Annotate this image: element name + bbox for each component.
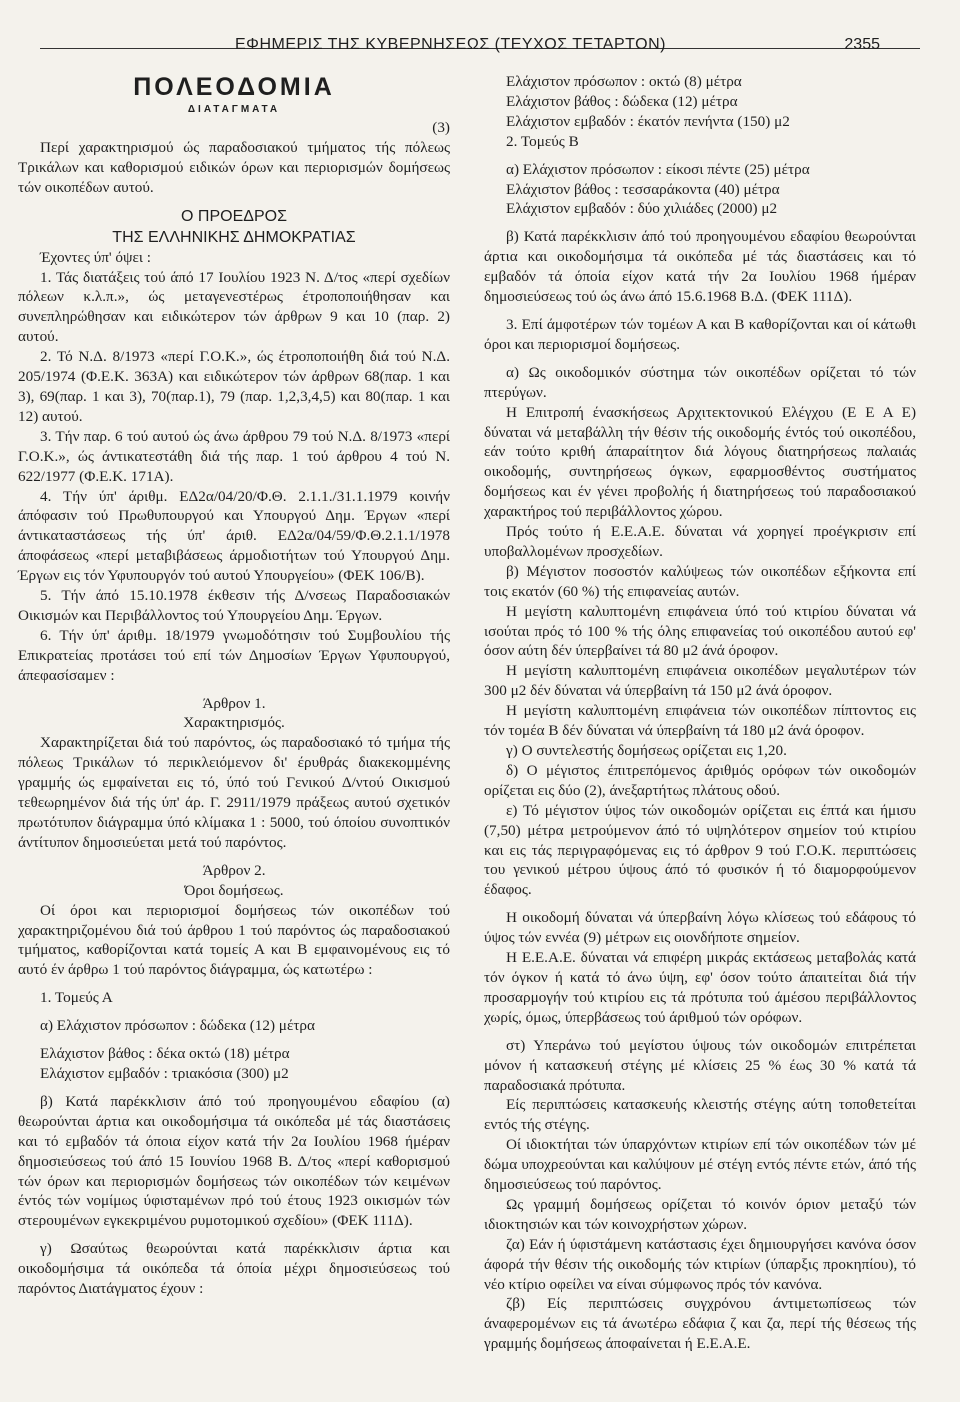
section-subtitle: ΔΙΑΤΑΓΜΑΤΑ xyxy=(187,104,281,115)
decree-number: (3) xyxy=(432,119,450,136)
page-header xyxy=(40,8,920,53)
article-subheading: Όροι δομήσεως. xyxy=(184,881,284,899)
clause-text: ζα) Εάν ή ύφιστάμενη κατάστασις έχει δημιουργήσει κανόνα όσον άφορά τήν θέσιν τής οικοδομής τών κτιρίων (ύπαρξις προκηπίου), τό νέο κτίριο οφείλει να είναι σύμφωνος πρός τόν κανόνα. xyxy=(484,1235,916,1293)
having-regard: Έχοντες ύπ' όψει : xyxy=(40,248,151,266)
article-heading: Άρθρον 1. xyxy=(202,694,266,712)
clause-text: 3. Επί άμφοτέρων τών τομέων Α και Β καθορίζονται και οί κάτωθι όροι και περιορισμοί δομήσεως. xyxy=(484,315,916,353)
recital-item: 1. Τάς διατάξεις τού άπό 17 Ιουλίου 1923 Ν. Δ/τος «περί σχεδίων πόλεων κ.λ.π.», ώς μεταγενεστέρως έτροποποιήθησαν και συνεπληρώθησαν και ειδικώτερον τών άρθρων 9 και 10 (παρ. 2) αυτού. xyxy=(18,268,450,346)
clause-text: α) Ως οικοδομικόν σύστημα τών οικοπέδων ορίζεται τό τών πτερύγων. xyxy=(484,363,916,401)
article-text: Οί όροι και περιορισμοί δομήσεως τών οικοπέδων τού χαρακτηριζομένου διά τού άρθρου 1 τού παρόντος ώς παραδοσιακού τμήματος, καθορίζονται κατά τομείς Α και Β εμφαινομένους εις τό αυτό έν άρθρω 1 τού παρόντος διάγραμμα, ώς κατωτέρω : xyxy=(18,901,450,979)
clause-text: δ) Ο μέγιστος έπιτρεπόμενος άριθμός ορόφων τών οικοδομών ορίζεται εις δύο (2), άνεξαρτήτως πλάτους οδού. xyxy=(484,761,916,799)
clause-text: Είς περιπτώσεις κατασκευής κλειστής στέγης αύτη τοποθετείται εντός τής στέγης. xyxy=(484,1096,916,1134)
clause-text: Η οικοδομή δύναται νά ύπερβαίνη λόγω κλίσεως τού εδάφους τό ύψος τών εννέα (9) μέτρων εις οιονδήποτε σημείον. xyxy=(484,909,916,947)
gazette-title: ΕΦΗΜΕΡΙΣ ΤΗΣ ΚΥΒΕΡΝΗΣΕΩΣ (ΤΕΥΧΟΣ ΤΕΤΑΡΤΟΝ) xyxy=(235,36,666,53)
clause-text: Η μεγίστη καλυπτομένη επιφάνεια τών οικοπέδων πίπτοντος εις τόν τομέα Β δέν δύναται νά ύπερβαίνη τά 180 μ2 άνά όροφον. xyxy=(484,702,916,740)
president-heading: Ο ΠΡΟΕΔΡΟΣ xyxy=(181,207,287,225)
sector-heading: 1. Τομεύς Α xyxy=(40,989,113,1007)
left-column xyxy=(18,72,450,1299)
recital-item: 4. Τήν ύπ' άριθμ. ΕΔ2α/04/20/Φ.Θ. 2.1.1./31.1.1979 κοινήν άπόφασιν τού Πρωθυπουργού και Υπουργού Δημ. Έργων «περί άντικαταστάσεως τής ύπ' άριθ. ΕΔ2α/04/59/Φ.Θ.2.1.1/1978 άποφάσεως «περί μεταβιβάσεως άρμοδιοτήτων τού Υπουργού Δημ. Έργων εις τόν Υφυπουργόν τού αυτού Υπουργείου» (ΦΕΚ 106/Β). xyxy=(18,487,450,585)
requirement-line: Ελάχιστον βάθος : δέκα οκτώ (18) μέτρα xyxy=(40,1045,290,1063)
clause-text: Η μεγίστη καλυπτομένη επιφάνεια οικοπέδων μεγαλυτέρων τών 300 μ2 δέν δύναται νά ύπερβαίνη τά 150 μ2 άνά όροφον. xyxy=(484,662,916,700)
clause-text: Η Ε.Ε.Α.Ε. δύναται νά επιφέρη μικράς εκτάσεως μεταβολάς κατά τόν όγκον ή κατά τό άνω ύψη, εφ' όσον τούτο άπαιτείται διά τήν προσαρμογήν τού κτιρίου εις τά πρότυπα τού άμέσου περιβάλλοντος χωρίς, όμως, ύπερβάσεως τού άριθμού τών ορόφων. xyxy=(484,949,916,1026)
clause-text: Οί ιδιοκτήται τών ύπαρχόντων κτιρίων επί τών οικοπέδων τών μέ δώμα υποχρεούνται και καλύψουν μέ στέγη εντός πέντε ετών, άπό τής δημοσιεύσεως τού παρόντος. xyxy=(484,1136,916,1194)
requirement-line: α) Ελάχιστον πρόσωπον : δώδεκα (12) μέτρα xyxy=(40,1017,315,1035)
requirement-line: Ελάχιστον βάθος : τεσσαράκοντα (40) μέτρα xyxy=(506,180,780,198)
clause-text: β) Μέγιστον ποσοστόν καλύψεως τών οικοπέδων εξήκοντα επί τοις εκατόν (60 %) τής επιφανείας αυτών. xyxy=(484,562,916,600)
recital-item: 5. Τήν άπό 15.10.1978 έκθεσιν τής Δ/νσεως Παραδοσιακών Οικισμών και Περιβάλλοντος τού Υπουργείου Δημ. Έργων. xyxy=(18,587,450,624)
page-number: 2355 xyxy=(844,36,880,53)
clause-text: ε) Τό μέγιστον ύψος τών οικοδομών ορίζεται εις έπτά και ήμισυ (7,50) μέτρα μετρούμενον άπό τό υψηλότερον σημείον τού κτιρίου και εις τάς περιγραφόμενας εις τό άρθρον 9 τού Γ.Ο.Κ. περιπτώσεις του γενικού μέτρου ύψους άπό τό φυσικόν ή τό διαμορφούμενον έδαφος. xyxy=(484,801,916,899)
requirement-line: Ελάχιστον εμβαδόν : τριακόσια (300) μ2 xyxy=(40,1064,289,1082)
decree-subject: Περί χαρακτηρισμού ώς παραδοσιακού τμήματος τής πόλεως Τρικάλων και καθορισμού ειδικών όρων και περιορισμών δομήσεως τών οικοπέδων αυτού. xyxy=(18,138,450,196)
clause-text: β) Κατά παρέκκλισιν άπό τού προηγουμένου εδαφίου (α) θεωρούνται άρτια και οικοδομήσιμα τά οικόπεδα μέ τάς διαστάσεις και τό εμβαδόν τά όποια είχον κατά τήν 2α Ιουλίου 1968 ήμέραν δημοσιεύσεως τού άπό 15 Ιουνίου 1968 Β. Δ/τος «περί καθορισμού τών όρων και περιορισμών δομήσεως τών οικοπέδων τών κειμένων έντός τών νομίμως ύφισταμένων πρό τού έτους 1923 οικισμών τών στερουμένων εγκεκριμένου ρυμοτομικού σχεδίου» (ΦΕΚ 111Δ). xyxy=(18,1092,450,1230)
recital-item: 3. Τήν παρ. 6 τού αυτού ώς άνω άρθρου 79 τού Ν.Δ. 8/1973 «περί Γ.Ο.Κ.», ώς άντικατεστάθη διά τής παρ. 1 τού άρθρου 4 τού Ν. 622/1977 (Φ.Ε.Κ. 171Α). xyxy=(18,427,450,485)
requirement-line: Ελάχιστον εμβαδόν : δύο χιλιάδες (2000) μ2 xyxy=(506,200,778,218)
article-heading: Άρθρον 2. xyxy=(202,861,266,879)
requirement-line: α) Ελάχιστον πρόσωπον : είκοσι πέντε (25) μέτρα xyxy=(506,160,810,178)
sector-heading: 2. Τομεύς Β xyxy=(506,132,579,150)
clause-text: στ) Υπεράνω τού μεγίστου ύψους τών οικοδομών επιτρέπεται μόνον ή κατασκευή στέγης μέ κλίσεις 25 % έως 30 % κατά τά παραδοσιακά πρότυπα. xyxy=(484,1036,916,1094)
requirement-line: Ελάχιστον βάθος : δώδεκα (12) μέτρα xyxy=(506,92,738,110)
clause-text: Η Επιτροπή ένασκήσεως Αρχιτεκτονικού Ελέγχου (Ε Ε Α Ε) δύναται νά μεταβάλλη τήν θέσιν τής οικοδομής έντός τού οικοπέδου, εάν τούτο κριθή άπαραίτητον διά λόγους διατηρήσεως παλαιάς οικοδομής, συντηρήσεως όγκων, εφαρμοσθέντος συστήματος δομήσεως και έν γένει προβολής ή διατηρήσεως τού παραδοσιακού χαρακτήρος τού περιβάλλοντος χώρου. xyxy=(484,403,916,521)
republic-heading: ΤΗΣ ΕΛΛΗΝΙΚΗΣ ΔΗΜΟΚΡΑΤΙΑΣ xyxy=(112,228,356,246)
clause-text: Πρός τούτο ή Ε.Ε.Α.Ε. δύναται νά χορηγεί προέγκρισιν επί υποβαλλομένων προσχεδίων. xyxy=(484,523,916,560)
clause-text: γ) Ωσαύτως θεωρούνται κατά παρέκκλισιν άρτια και οικοδομήσιμα τά οικόπεδα τά όποία μέχρι δημοσιεύσεως τού παρόντος Διατάγματος έχουν : xyxy=(18,1240,450,1298)
section-title: ΠΟΛΕΟΔΟΜΙΑ xyxy=(133,73,335,101)
right-column xyxy=(484,72,916,1354)
article-subheading: Χαρακτηρισμός. xyxy=(183,714,285,732)
recital-item: 6. Τήν ύπ' άριθμ. 18/1979 γνωμοδότησιν τού Συμβουλίου τής Επικρατείας προτάσει τού επί τών Δημοσίων Έργων Υφυπουργού, άπεφασίσαμεν : xyxy=(18,626,450,684)
article-text: Χαρακτηρίζεται διά τού παρόντος, ώς παραδοσιακό τό τμήμα τής πόλεως Τρικάλων τό περικλειόμενον δι' έρυθράς διακεκομμένης γραμμής ώς εμφαίνεται εις τό, ύπό τού Γενικού Δ/ντού Οικισμού τεθεωρημένον διά τής ύπ' άρ. Γ. 2911/1979 πράξεως αυτού σχετικόν πρωτότυπον διάγραμμα ύπό κλίμακα 1 : 5000, τού όποίου συνοπτικόν άντίτυπον δημοσιεύεται μετά τού παρόντος. xyxy=(18,734,450,851)
requirement-line: Ελάχιστον πρόσωπον : οκτώ (8) μέτρα xyxy=(506,73,742,90)
clause-text: ζβ) Είς περιπτώσεις συγχρόνου άντιμετωπίσεως τών άναφερομένων εις τά άνωτέρω εδάφια ζ και ζα, περί τής θέσεως τής γραμμής δομήσεως άποφαίνεται ή Ε.Ε.Α.Ε. xyxy=(484,1295,916,1353)
recital-item: 2. Τό Ν.Δ. 8/1973 «περί Γ.Ο.Κ.», ώς έτροποποιήθη διά τού Ν.Δ. 205/1974 (Φ.Ε.Κ. 363Α) και ειδικώτερον τών άρθρων 68(παρ. 1 και 3), 69(παρ. 1 και 3), 70(παρ.1), 79 (παρ. 1,2,3,4,5) και 80(παρ. 1 και 12) αυτού. xyxy=(18,348,450,425)
clause-text: Ως γραμμή δομήσεως ορίζεται τό κοινόν όριον μεταξύ τών ιδιοκτησιών και τών κοινοχρήστων χώρων. xyxy=(484,1195,916,1233)
clause-text: γ) Ο συντελεστής δομήσεως ορίζεται εις 1,20. xyxy=(506,742,787,759)
requirement-line: Ελάχιστον εμβαδόν : έκατόν πενήντα (150) μ2 xyxy=(506,112,790,130)
clause-text: β) Κατά παρέκκλισιν άπό τού προηγουμένου εδαφίου θεωρούνται άρτια και οικοδομήσιμα τά οικόπεδα μέ τάς διαστάσεις και τό εμβαδόν τά όποία είχον κατά τήν 2α Ιουλίου 1968 ήμέραν δημοσιεύσεως τού ώς άνω άπό 15.6.1968 Β.Δ. (ΦΕΚ 111Δ). xyxy=(484,228,916,306)
clause-text: Η μεγίστη καλυπτομένη επιφάνεια ύπό τού κτιρίου δύναται νά ισούται πρός τό 100 % τής όλης επιφανείας τού οικοπέδου αυτού εφ' όσον αύτη δέν ύπερβαίνει τά 80 μ2 άνά όροφον. xyxy=(484,602,916,660)
